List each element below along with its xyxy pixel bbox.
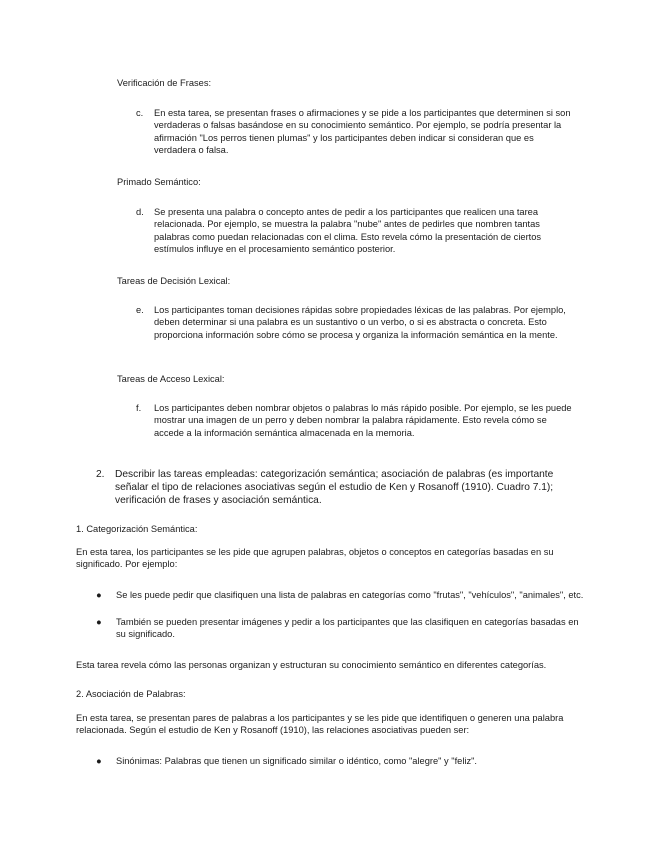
bullet-dot-icon: ●	[96, 617, 102, 627]
bullet-item	[96, 755, 586, 767]
heading-acceso-lexical: Tareas de Acceso Lexical:	[117, 374, 225, 384]
section-1-title: 1. Categorización Semántica:	[76, 524, 198, 534]
question-number: 2.	[96, 469, 105, 480]
list-item-text: En esta tarea, se presentan frases o afirmaciones y se pide a los participantes que determinen si son verdaderas o falsas basándose en su conocimiento semántico. Por ejemplo, se podría presentar la afirmación "Los perros tienen plumas" y los participantes deben indicar si consideran que es verdadera o falsa.	[154, 108, 571, 156]
bullet-text: Se les puede pedir que clasifiquen una lista de palabras en categorías como "frutas", "vehículos", "animales", etc.	[116, 590, 584, 600]
question-text: Describir las tareas empleadas: categorización semántica; asociación de palabras (es importante señalar el tipo de relaciones asociativas según el estudio de Ken y Rosanoff (1910). Cuadro 7.1); verificación de frases y asociación semántica.	[115, 469, 554, 507]
list-item-f	[136, 402, 576, 439]
list-item-text: Los participantes toman decisiones rápidas sobre propiedades léxicas de las palabras. Por ejemplo, deben determinar si una palabra es un sustantivo o un verbo, o si es abstracta o concreta. Esto proporciona información sobre cómo se procesa y organiza la información semántica en la mente.	[154, 305, 566, 340]
list-item-c	[136, 107, 576, 157]
section-2-title: 2. Asociación de Palabras:	[76, 689, 186, 699]
heading-decision-lexical: Tareas de Decisión Lexical:	[117, 276, 231, 286]
section-2-intro: En esta tarea, se presentan pares de palabras a los participantes y se les pide que identifiquen o generen una palabra relacionada. Según el estudio de Ken y Rosanoff (1910), las relaciones asociativas pueden ser:	[76, 713, 564, 736]
bullet-item	[96, 616, 586, 641]
list-item-text: Se presenta una palabra o concepto antes de pedir a los participantes que realicen una tarea relacionada. Por ejemplo, se muestra la palabra "nube" antes de pedirles que nombren tantas palabras como puedan relacionadas con el clima. Esto revela cómo la presentación de ciertos estímulos influye en el procesamiento semántico posterior.	[154, 207, 542, 255]
bullet-dot-icon: ●	[96, 590, 102, 600]
list-letter: f.	[136, 403, 142, 413]
bullet-item	[96, 589, 586, 601]
bullet-dot-icon: ●	[96, 756, 102, 766]
question-2	[96, 468, 576, 508]
list-item-d	[136, 206, 576, 256]
list-item-text: Los participantes deben nombrar objetos o palabras lo más rápido posible. Por ejemplo, se les puede mostrar una imagen de un perro y deben nombrar la palabra rápidamente. Esto revela cómo se accede a la información semántica almacenada en la memoria.	[154, 403, 572, 438]
list-letter: c.	[136, 108, 144, 118]
bullet-text: También se pueden presentar imágenes y pedir a los participantes que las clasifiquen en categorías basadas en su significado.	[116, 617, 579, 640]
heading-primado-semantico: Primado Semántico:	[117, 177, 201, 187]
bullet-text: Sinónimas: Palabras que tienen un significado similar o idéntico, como "alegre" y "feliz".	[116, 756, 477, 766]
list-item-e	[136, 304, 576, 341]
heading-verificacion-frases: Verificación de Frases:	[117, 78, 212, 88]
section-1-conclusion: Esta tarea revela cómo las personas organizan y estructuran su conocimiento semántico en diferentes categorías.	[76, 660, 547, 670]
list-letter: d.	[136, 207, 144, 217]
section-1-intro: En esta tarea, los participantes se les pide que agrupen palabras, objetos o conceptos en categorías basadas en su significado. Por ejemplo:	[76, 547, 554, 570]
list-letter: e.	[136, 305, 144, 315]
